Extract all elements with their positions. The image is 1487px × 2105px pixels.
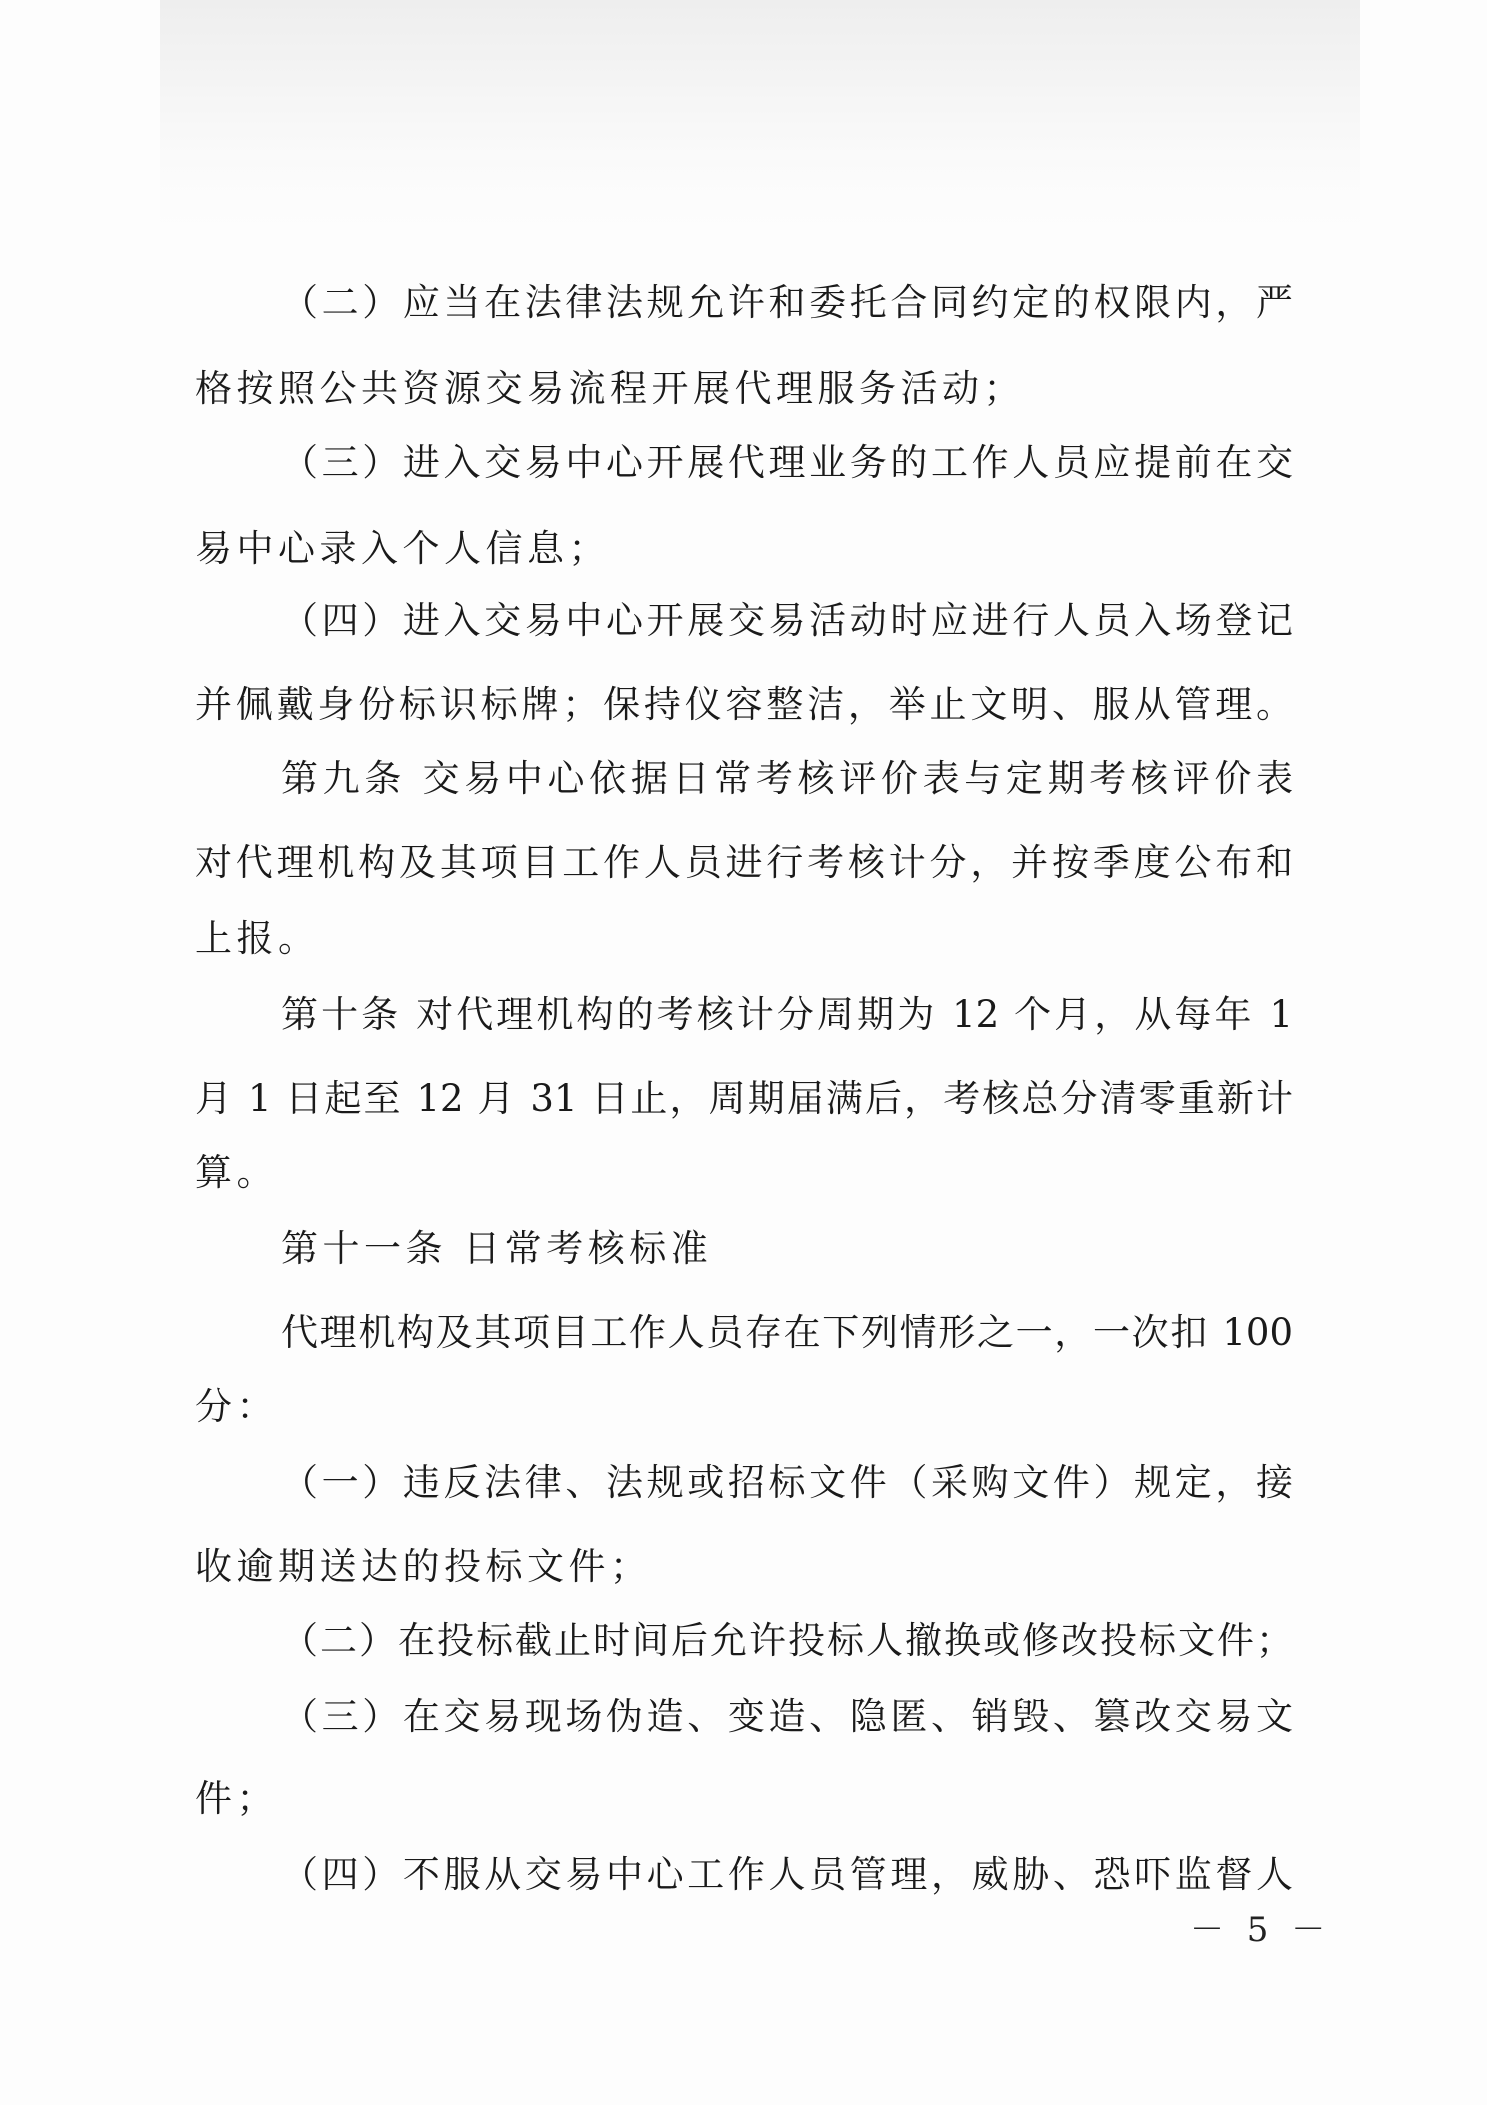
text-line: 算。 (195, 1151, 278, 1194)
text-line: （二）应当在法律法规允许和委托合同约定的权限内，严 (281, 281, 1293, 324)
text-line: 件； (195, 1777, 278, 1820)
text-line: （四）不服从交易中心工作人员管理，威胁、恐吓监督人 (281, 1853, 1293, 1896)
text-line: 月 1 日起至 12 月 31 日止，周期届满后，考核总分清零重新计 (195, 1077, 1293, 1120)
text-line: 分： (195, 1385, 278, 1428)
text-line: 易中心录入个人信息； (195, 527, 610, 570)
text-line: 格按照公共资源交易流程开展代理服务活动； (195, 367, 1025, 410)
text-line: 第九条 交易中心依据日常考核评价表与定期考核评价表 (281, 757, 1293, 800)
text-line: 对代理机构及其项目工作人员进行考核计分，并按季度公布和 (195, 841, 1293, 884)
text-line: 上报。 (195, 917, 320, 960)
text-line: （三）进入交易中心开展代理业务的工作人员应提前在交 (281, 441, 1293, 484)
scan-bleed-through (160, 0, 1360, 230)
text-line: （一）违反法律、法规或招标文件（采购文件）规定，接 (281, 1461, 1293, 1504)
text-line: （三）在交易现场伪造、变造、隐匿、销毁、篡改交易文 (281, 1695, 1293, 1738)
text-line: 并佩戴身份标识标牌；保持仪容整洁，举止文明、服从管理。 (195, 683, 1293, 726)
page-number: － 5 － (1190, 1910, 1332, 1950)
text-line: （四）进入交易中心开展交易活动时应进行人员入场登记 (281, 599, 1293, 642)
text-line: （二）在投标截止时间后允许投标人撤换或修改投标文件； (281, 1619, 1293, 1662)
text-line: 代理机构及其项目工作人员存在下列情形之一，一次扣 100 (281, 1311, 1293, 1354)
text-line: 第十条 对代理机构的考核计分周期为 12 个月，从每年 1 (281, 993, 1293, 1036)
text-line: 收逾期送达的投标文件； (195, 1545, 652, 1588)
section-heading: 第十一条 日常考核标准 (281, 1227, 713, 1270)
